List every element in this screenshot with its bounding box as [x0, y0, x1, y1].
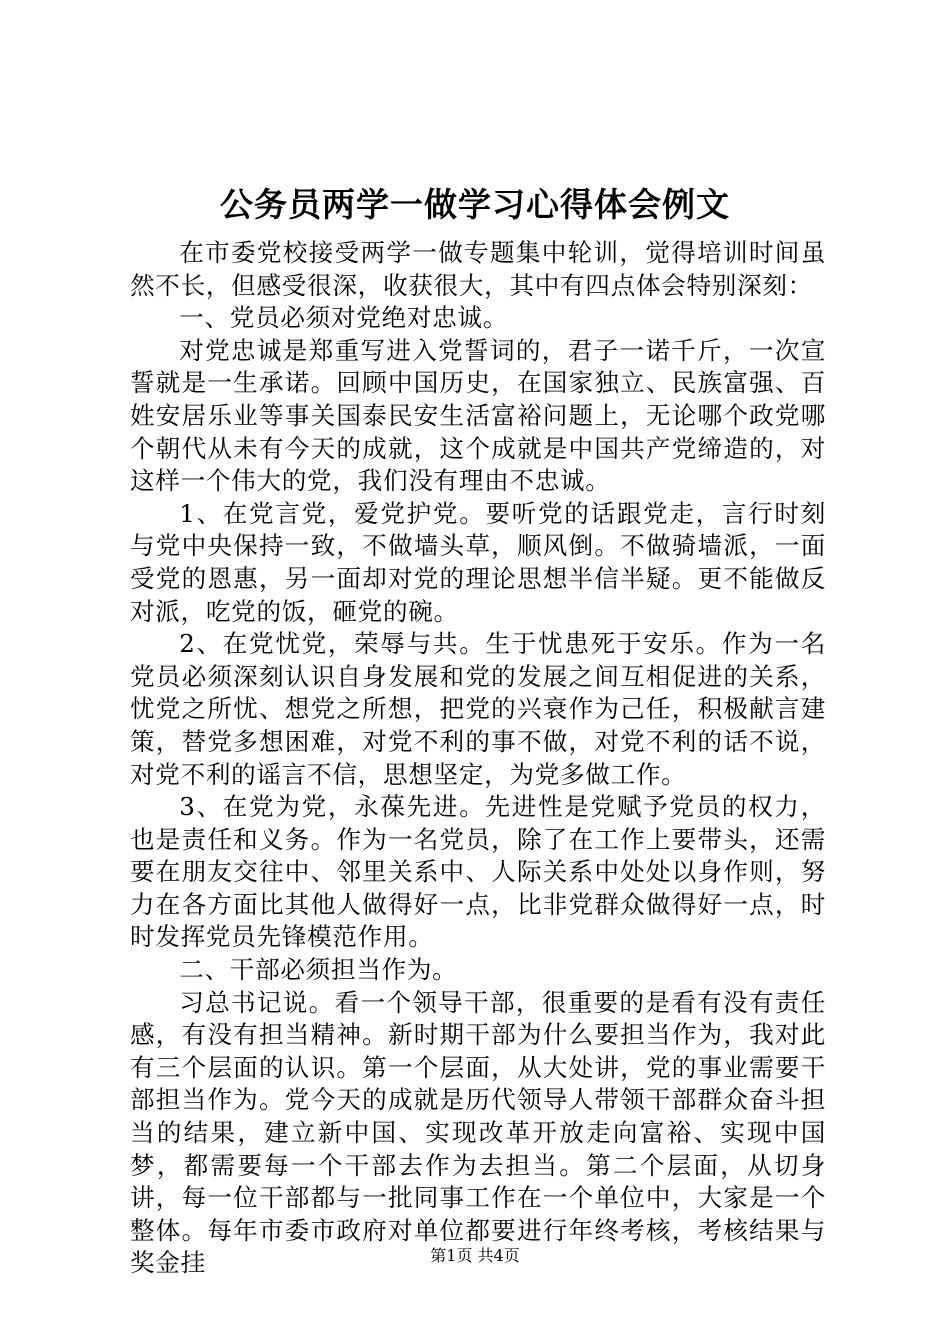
paragraph-responsibility: 习总书记说。看一个领导干部，很重要的是看有没有责任感，有没有担当精神。新时期干部为什么要担当作为，我对此有三个层面的认识。第一个层面，从大处讲，党的事业需要干部担当作为。党今天的成就是历代领导人带领干部群众奋斗担当的结果，建立新中国、实现改革开放走向富裕、实现中国梦，都需要每一个干部去作为去担当。第二个层面，从切身讲，每一位干部都与一批同事工作在一个单位中，大家是一个整体。每年市委市政府对单位都要进行年终考核，考核结果与奖金挂	[130, 987, 826, 1278]
paragraph-intro: 在市委党校接受两学一做专题集中轮训，觉得培训时间虽然不长，但感受很深，收获很大，其中有四点体会特别深刻：	[130, 238, 826, 300]
paragraph-point-1: 1、在党言党，爱党护党。要听党的话跟党走，言行时刻与党中央保持一致，不做墙头草，顺风倒。不做骑墙派，一面受党的恩惠，另一面却对党的理论思想半信半疑。更不能做反对派，吃党的饭，砸党的碗。	[130, 498, 826, 626]
paragraph-point-2: 2、在党忧党，荣辱与共。生于忧患死于安乐。作为一名党员必须深刻认识自身发展和党的发展之间互相促进的关系，忧党之所忧、想党之所想，把党的兴衰作为己任，积极献言建策，替党多想困难，对党不利的事不做，对党不利的话不说，对党不利的谣言不信，思想坚定，为党多做工作。	[130, 629, 826, 789]
document-title: 公务员两学一做学习心得体会例文	[220, 185, 730, 224]
document-body	[130, 237, 826, 1280]
paragraph-loyalty: 对党忠诚是郑重写进入党誓词的，君子一诺千斤，一次宣誓就是一生承诺。回顾中国历史，在国家独立、民族富强、百姓安居乐业等事关国泰民安生活富裕问题上，无论哪个政党哪个朝代从未有今天的成就，这个成就是中国共产党缔造的，对这样一个伟大的党，我们没有理由不忠诚。	[130, 335, 826, 496]
heading-section-one: 一、党员必须对党绝对忠诚。	[179, 303, 509, 333]
page-number-footer: 第1页 共4页	[430, 1246, 520, 1265]
heading-section-two: 二、干部必须担当作为。	[179, 955, 458, 985]
paragraph-point-3: 3、在党为党，永葆先进。先进性是党赋予党员的权力，也是责任和义务。作为一名党员，除了在工作上要带头，还需要在朋友交往中、邻里关系中、人际关系中处处以身作则，努力在各方面比其他人做得好一点，比非党群众做得好一点，时时发挥党员先锋模范作用。	[130, 792, 826, 952]
